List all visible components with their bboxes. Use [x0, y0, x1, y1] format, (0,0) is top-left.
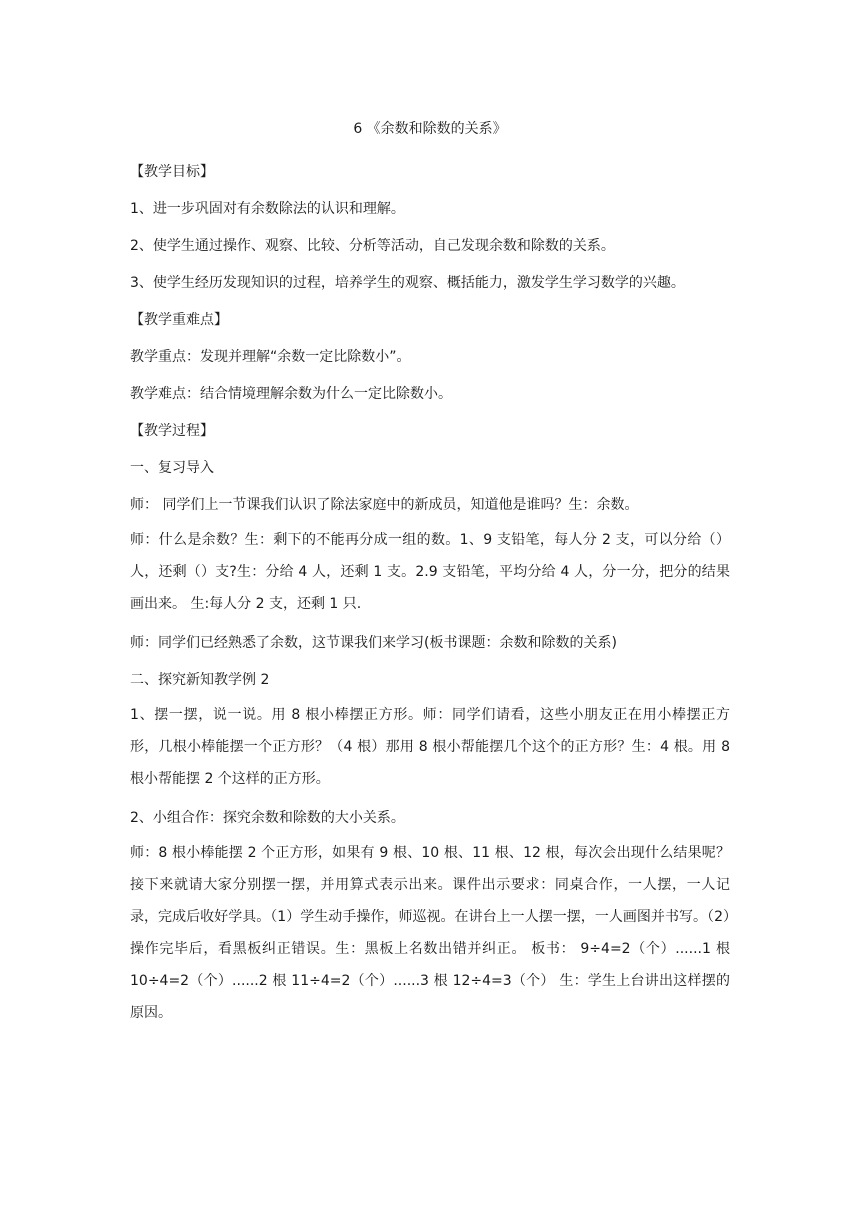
section-heading-process: 【教学过程】 [130, 423, 214, 439]
part-heading-review: 一、复习导入 [130, 460, 214, 476]
paragraph-review-1: 师： 同学们上一节课我们认识了除法家庭中的新成员，知道他是谁吗？生：余数。 [130, 497, 639, 513]
paragraph-review-2: 师：什么是余数？生：剩下的不能再分成一组的数。1、9 支铅笔，每人分 2 支，可以分给（）人，还剩（）支?生：分给 4 人，还剩 1 支。2.9 支铅笔，平均分给 4 人，分一分，把分的结果画出来。 生:每人分 2 支，还剩 1 只. [130, 532, 730, 612]
key-point: 教学重点：发现并理解“余数一定比除数小”。 [130, 349, 411, 365]
goal-item-1: 1、进一步巩固对有余数除法的认识和理解。 [130, 201, 405, 217]
part-heading-explore: 二、探究新知教学例 2 [130, 672, 270, 688]
paragraph-explore-2: 2、小组合作：探究余数和除数的大小关系。 [130, 810, 405, 826]
section-heading-key-points: 【教学重难点】 [130, 312, 228, 328]
paragraph-review-3: 师：同学们已经熟悉了余数，这节课我们来学习(板书课题：余数和除数的关系) [130, 635, 617, 651]
goal-item-2: 2、使学生通过操作、观察、比较、分析等活动，自己发现余数和除数的关系。 [130, 238, 615, 254]
paragraph-explore-1: 1、摆一摆，说一说。用 8 根小棒摆正方形。师：同学们请看，这些小朋友正在用小棒摆正方形，几根小棒能摆一个正方形？（4 根）那用 8 根小帮能摆几个这个的正方形？生：4 根。用 8 根小帮能摆 2 个这样的正方形。 [130, 707, 730, 787]
document-body [130, 116, 730, 1034]
section-heading-goals: 【教学目标】 [130, 164, 214, 180]
goal-item-3: 3、使学生经历发现知识的过程，培养学生的观察、概括能力，激发学生学习数学的兴趣。 [130, 275, 685, 291]
document-title: 6 《余数和除数的关系》 [353, 121, 507, 137]
paragraph-explore-3: 师：8 根小棒能摆 2 个正方形，如果有 9 根、10 根、11 根、12 根，每次会出现什么结果呢？接下来就请大家分别摆一摆，并用算式表示出来。课件出示要求：同桌合作，一人摆，一人记录，完成后收好学具。（1）学生动手操作，师巡视。在讲台上一人摆一摆，一人画图并书写。（2）操作完毕后，看黑板纠正错误。生：黑板上名数出错并纠正。 板书： 9÷4=2（个）......1 根 10÷4=2（个）......2 根 11÷4=2（个）......3 根 12÷4=3（个） 生：学生上台讲出这样摆的原因。 [130, 845, 730, 1021]
difficult-point: 教学难点：结合情境理解余数为什么一定比除数小。 [130, 386, 452, 402]
